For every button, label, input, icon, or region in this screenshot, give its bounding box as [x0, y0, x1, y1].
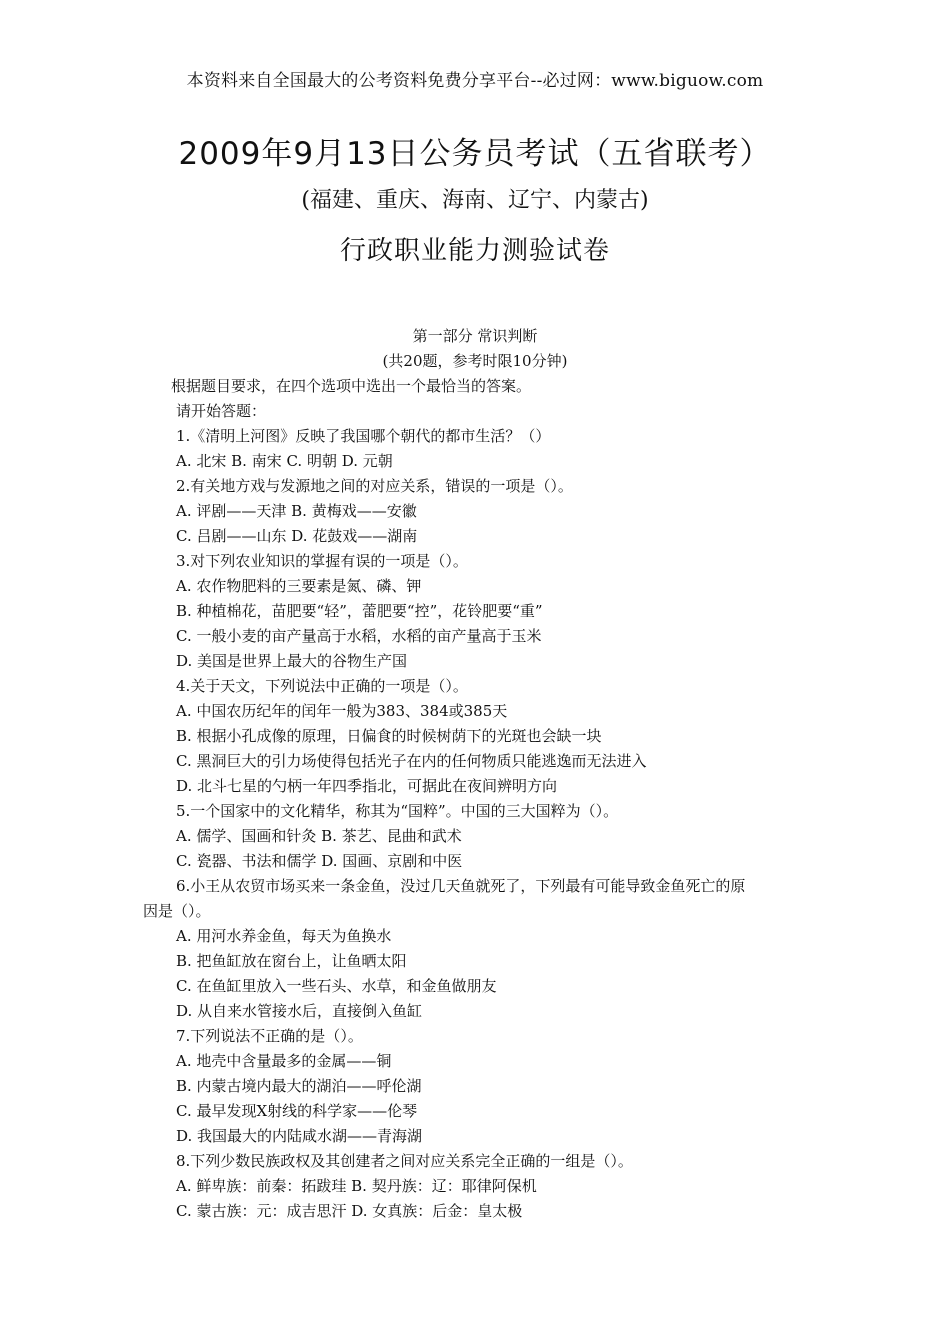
- option-line: C. 最早发现X射线的科学家——伦琴: [176, 1102, 418, 1120]
- option-line: A. 鲜卑族：前秦：拓跋珪 B. 契丹族：辽：耶律阿保机: [176, 1177, 537, 1195]
- option-line: B. 种植棉花，苗肥要“轻”，蕾肥要“控”，花铃肥要“重”: [176, 602, 543, 620]
- option-line: A. 用河水养金鱼，每天为鱼换水: [176, 927, 392, 945]
- option-line: C. 一般小麦的亩产量高于水稻，水稻的亩产量高于玉米: [176, 627, 542, 645]
- question-line: 5.一个国家中的文化精华，称其为“国粹”。中国的三大国粹为（）。: [176, 802, 619, 820]
- option-line: A. 儒学、国画和针灸 B. 茶艺、昆曲和武术: [176, 827, 462, 845]
- option-line: A. 中国农历纪年的闰年一般为383、384或385天: [176, 702, 508, 720]
- option-line: C. 吕剧——山东 D. 花鼓戏——湖南: [176, 527, 418, 545]
- option-line: A. 评剧——天津 B. 黄梅戏——安徽: [176, 502, 417, 520]
- header-note: 本资料来自全国最大的公考资料免费分享平台--必过网：www.biguow.com: [186, 71, 764, 91]
- section-subtitle: (共20题，参考时限10分钟): [382, 352, 568, 370]
- option-line: D. 北斗七星的勺柄一年四季指北，可据此在夜间辨明方向: [176, 777, 558, 795]
- question-line: 6.小王从农贸市场买来一条金鱼，没过几天鱼就死了，下列最有可能导致金鱼死亡的原: [176, 877, 746, 895]
- question-line: 7.下列说法不正确的是（）。: [176, 1027, 363, 1045]
- option-line: B. 把鱼缸放在窗台上，让鱼晒太阳: [176, 952, 407, 970]
- question-body: [0, 374, 950, 1224]
- main-title: 2009年9月13日公务员考试（五省联考）: [178, 136, 772, 172]
- option-line: A. 农作物肥料的三要素是氮、磷、钾: [176, 577, 422, 595]
- question-line: 8.下列少数民族政权及其创建者之间对应关系完全正确的一组是（）。: [176, 1152, 633, 1170]
- option-line: B. 内蒙古境内最大的湖泊——呼伦湖: [176, 1077, 422, 1095]
- option-line: C. 在鱼缸里放入一些石头、水草，和金鱼做朋友: [176, 977, 497, 995]
- question-line-continued: 因是（）。: [143, 902, 211, 920]
- option-line: A. 北宋 B. 南宋 C. 明朝 D. 元朝: [176, 452, 393, 470]
- option-line: D. 美国是世界上最大的谷物生产国: [176, 652, 408, 670]
- option-line: C. 瓷器、书法和儒学 D. 国画、京剧和中医: [176, 852, 463, 870]
- instruction-line: 请开始答题：: [176, 402, 267, 420]
- instruction-line: 根据题目要求，在四个选项中选出一个最恰当的答案。: [171, 377, 532, 395]
- question-line: 1.《清明上河图》反映了我国哪个朝代的都市生活？（）: [176, 427, 551, 445]
- option-line: D. 从自来水管接水后，直接倒入鱼缸: [176, 1002, 423, 1020]
- question-line: 2.有关地方戏与发源地之间的对应关系，错误的一项是（）。: [176, 477, 573, 495]
- paper-title: 行政职业能力测验试卷: [339, 236, 610, 266]
- option-line: A. 地壳中含量最多的金属——铜: [176, 1052, 392, 1070]
- option-line: C. 蒙古族：元：成吉思汗 D. 女真族：后金：皇太极: [176, 1202, 523, 1220]
- option-line: C. 黑洞巨大的引力场使得包括光子在内的任何物质只能逃逸而无法进入: [176, 752, 647, 770]
- option-line: D. 我国最大的内陆咸水湖——青海湖: [176, 1127, 423, 1145]
- sub-title: (福建、重庆、海南、辽宁、内蒙古): [301, 188, 649, 213]
- question-line: 4.关于天文，下列说法中正确的一项是（）。: [176, 677, 468, 695]
- option-line: B. 根据小孔成像的原理，日偏食的时候树荫下的光斑也会缺一块: [176, 727, 602, 745]
- question-line: 3.对下列农业知识的掌握有误的一项是（）。: [176, 552, 468, 570]
- section-title: 第一部分 常识判断: [412, 327, 538, 345]
